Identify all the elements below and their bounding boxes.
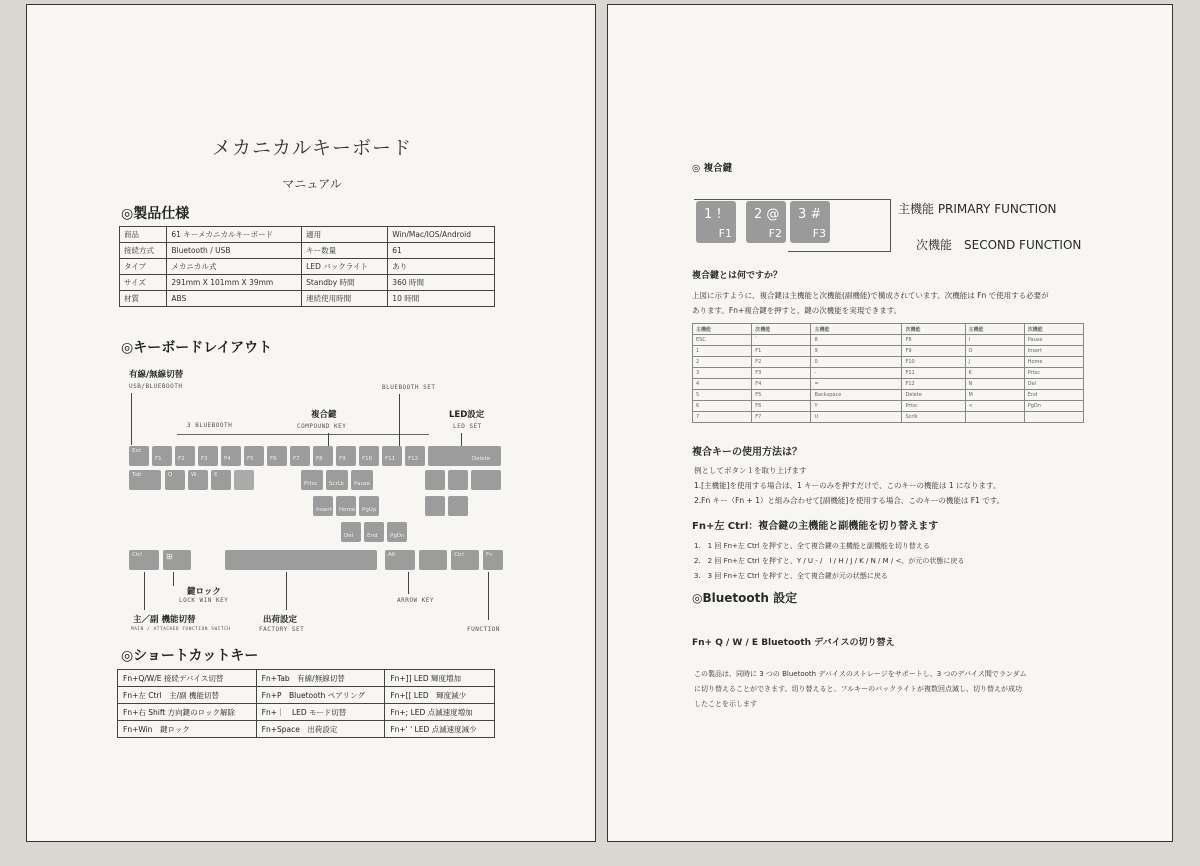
- connector-line: [328, 433, 329, 447]
- label-bt-set: BLUEBOOTH SET: [382, 384, 436, 391]
- bt-body: この製品は、同時に 3 つの Bluetooth デバイスのストレージをサポートし、3 つのデバイス間でランダム に切り替えることができます。切り替えると、フルキーのバックライトが複数回点滅し、切り替えが成功 したことを示します: [694, 670, 1027, 708]
- table-cell: F1: [752, 346, 811, 357]
- compound-key-1: 1 ! F1: [696, 201, 736, 243]
- table-cell: I: [965, 335, 1024, 346]
- table-cell: -: [811, 368, 902, 379]
- key-f12: F12: [405, 446, 425, 466]
- shortcut-row: [118, 670, 495, 687]
- shortcut-row: [118, 704, 495, 721]
- table-header-cell: 次機能: [1024, 324, 1083, 335]
- table-cell: M: [965, 390, 1024, 401]
- table-cell: 商品: [120, 227, 167, 243]
- bt-switch-title: Fn+ Q / W / E Bluetooth デバイスの切り替え: [692, 638, 895, 648]
- spec-table: [119, 226, 495, 307]
- table-cell: Fn+Q/W/E 接続デバイス切替: [118, 670, 257, 687]
- label-led-set: LED設定: [449, 410, 485, 420]
- key-tab: Tab: [129, 470, 161, 490]
- combo-row: [693, 390, 1084, 401]
- key-f7: F7: [290, 446, 310, 466]
- label-wired-wireless: 有線/無線切替: [129, 370, 184, 380]
- table-cell: 2: [693, 357, 752, 368]
- key-home: Home: [336, 496, 356, 516]
- key-prtsc: Prtsc: [301, 470, 323, 490]
- table-cell: Fn+｜ LED モード切替: [256, 704, 385, 721]
- spec-row: [120, 243, 495, 259]
- combo-row: [693, 412, 1084, 423]
- table-cell: PgDn: [1024, 401, 1083, 412]
- label-key-lock-sub: LOCK WIN KEY: [179, 597, 229, 604]
- label-led-set-sub: LED SET: [453, 423, 482, 430]
- second-function-label: 次機能 SECOND FUNCTION: [916, 238, 1082, 252]
- key-del: Del: [341, 522, 361, 542]
- connector-line: [144, 572, 145, 610]
- label-compound-sub: COMPOUND KEY: [297, 423, 347, 430]
- connector-line: [399, 394, 400, 446]
- table-cell: Fn+]] LED 輝度増加: [385, 670, 495, 687]
- table-cell: Fn+Space 出荷設定: [256, 721, 385, 738]
- ctrl-title: Fn+左 Ctrl：複合鍵の主機能と副機能を切り替えます: [692, 521, 939, 532]
- compound-key-3: 3 # F3: [790, 201, 830, 243]
- table-cell: 10 時間: [388, 291, 495, 307]
- label-compound: 複合鍵: [311, 410, 337, 420]
- table-cell: Prtsc: [902, 401, 965, 412]
- key-end: End: [364, 522, 384, 542]
- label-wired-wireless-sub: USB/BLUEBOOTH: [129, 383, 183, 390]
- shortcut-row: [118, 687, 495, 704]
- shortcut-heading: ◎ショートカットキー: [121, 648, 259, 664]
- key-pause: Pause: [351, 470, 373, 490]
- spec-row: [120, 259, 495, 275]
- key: [425, 496, 445, 516]
- combo-row: [693, 368, 1084, 379]
- table-cell: F8: [902, 335, 965, 346]
- manual-title: メカニカルキーボード: [211, 137, 412, 159]
- combo-table: [692, 323, 1084, 423]
- table-cell: Insert: [1024, 346, 1083, 357]
- table-cell: 4: [693, 379, 752, 390]
- table-cell: 360 時間: [388, 275, 495, 291]
- bracket-line: [694, 199, 890, 200]
- table-cell: サイズ: [120, 275, 167, 291]
- spec-row: [120, 227, 495, 243]
- key-ctrl: Ctrl: [129, 550, 159, 570]
- bracket-line: [788, 251, 891, 252]
- key-f8: F8: [313, 446, 333, 466]
- table-cell: F5: [752, 390, 811, 401]
- table-header-cell: 主機能: [965, 324, 1024, 335]
- key-ctrl-right: Ctrl: [451, 550, 479, 570]
- label-factory-sub: FACTORY SET: [259, 626, 305, 633]
- table-cell: [1024, 412, 1083, 423]
- table-cell: ESC: [693, 335, 752, 346]
- table-header-cell: 次機能: [902, 324, 965, 335]
- table-cell: F10: [902, 357, 965, 368]
- key-fn: Fn: [483, 550, 503, 570]
- table-cell: LED バックライト: [302, 259, 388, 275]
- table-cell: 連続使用時間: [302, 291, 388, 307]
- table-header-cell: 主機能: [811, 324, 902, 335]
- key-delete: Delete: [428, 446, 501, 466]
- key-q: Q: [165, 470, 185, 490]
- compound-key-2: 2 @ F2: [746, 201, 786, 243]
- table-cell: F9: [902, 346, 965, 357]
- connector-line: [461, 433, 462, 447]
- ctrl-body: 1. 1 回 Fn+左 Ctrl を押すと、全て複合鍵の主機能と副機能を切り替える 2. 2 回 Fn+左 Ctrl を押すと、Y / U - / I / H / J / K / N / M / <、が元の状態に戻る 3. 3 回 Fn+左 Ctrl を押すと、全て複合鍵が元の状態に戻る: [694, 542, 965, 580]
- table-cell: ABS: [167, 291, 302, 307]
- key: [471, 470, 501, 490]
- table-cell: Y: [811, 401, 902, 412]
- table-cell: Fn+Win 鍵ロック: [118, 721, 257, 738]
- key-f4: F4: [221, 446, 241, 466]
- table-cell: Win/Mac/IOS/Android: [388, 227, 495, 243]
- spec-row: [120, 275, 495, 291]
- key: [448, 496, 468, 516]
- table-cell: Scrlk: [902, 412, 965, 423]
- table-cell: Fn+左 Ctrl 主/副 機能切替: [118, 687, 257, 704]
- table-cell: メカニカル式: [167, 259, 302, 275]
- key-f3: F3: [198, 446, 218, 466]
- table-cell: U: [811, 412, 902, 423]
- key-f11: F11: [382, 446, 402, 466]
- table-cell: Fn+; LED 点滅速度増加: [385, 704, 495, 721]
- key: [234, 470, 254, 490]
- table-cell: 5: [693, 390, 752, 401]
- table-cell: End: [1024, 390, 1083, 401]
- shortcut-table: [117, 669, 495, 738]
- table-cell: F4: [752, 379, 811, 390]
- table-header-cell: 主機能: [693, 324, 752, 335]
- connector-line: [177, 434, 429, 435]
- connector-line: [488, 572, 489, 620]
- table-cell: Fn+右 Shift 方向鍵のロック解除: [118, 704, 257, 721]
- table-cell: Prtsc: [1024, 368, 1083, 379]
- table-cell: タイプ: [120, 259, 167, 275]
- spec-row: [120, 291, 495, 307]
- key-alt: Alt: [385, 550, 415, 570]
- layout-heading: ◎キーボードレイアウト: [121, 340, 273, 356]
- table-cell: F11: [902, 368, 965, 379]
- what-title: 複合鍵とは何ですか？: [692, 271, 783, 281]
- table-cell: あり: [388, 259, 495, 275]
- connector-line: [173, 572, 174, 586]
- table-cell: 8: [811, 335, 902, 346]
- what-body: 上図に示すように、複合鍵は主機能と次機能(副機能)で構成されています。次機能は Fn で使用する必要が あります。Fn+複合鍵を押すと、鍵の次機能を実現できます。: [692, 291, 1049, 315]
- key: [419, 550, 447, 570]
- table-cell: 適用: [302, 227, 388, 243]
- table-header-cell: 次機能: [752, 324, 811, 335]
- key-f1: F1: [152, 446, 172, 466]
- bt-heading: ◎Bluetooth 設定: [692, 591, 798, 605]
- combo-row: [693, 357, 1084, 368]
- table-cell: Fn+P Bluetooth ペアリング: [256, 687, 385, 704]
- table-cell: Pause: [1024, 335, 1083, 346]
- spec-heading: ◎製品仕様: [121, 206, 190, 222]
- table-cell: 接続方式: [120, 243, 167, 259]
- label-function: FUNCTION: [467, 626, 500, 633]
- table-cell: <: [965, 401, 1024, 412]
- label-bt3: 3 BLUEBOOTH: [187, 422, 233, 429]
- table-cell: Backspace: [811, 390, 902, 401]
- usage-title: 複合キーの使用方法は？: [692, 447, 802, 458]
- manual-subtitle: マニュアル: [282, 177, 342, 191]
- key-pgup: PgUp: [359, 496, 379, 516]
- table-cell: F2: [752, 357, 811, 368]
- table-cell: F12: [902, 379, 965, 390]
- table-cell: Fn+' ' LED 点滅速度減少: [385, 721, 495, 738]
- table-cell: Fn+Tab 有線/無線切替: [256, 670, 385, 687]
- bracket-line: [890, 199, 891, 251]
- table-cell: 0: [811, 357, 902, 368]
- combo-row: [693, 379, 1084, 390]
- key-win: ⊞: [163, 550, 191, 570]
- key-f2: F2: [175, 446, 195, 466]
- table-cell: 材質: [120, 291, 167, 307]
- table-cell: 61: [388, 243, 495, 259]
- shortcut-row: [118, 721, 495, 738]
- table-cell: 3: [693, 368, 752, 379]
- key-w: W: [188, 470, 208, 490]
- key: [425, 470, 445, 490]
- compound-heading: ◎ 複合鍵: [692, 163, 733, 174]
- label-main-sub-switch-sub: MAIN / ATTACHED FUNCTION SWITCH: [131, 627, 231, 632]
- connector-line: [408, 572, 409, 594]
- table-cell: キー数量: [302, 243, 388, 259]
- combo-header-row: [693, 324, 1084, 335]
- usage-body: 例としてボタン１を取り上げます 1.[主機能]を使用する場合は、1 キーのみを押すだけで、このキーの機能は 1 になります。 2.Fn キー（Fn + 1）と組み合わせて[副機能]を使用する場合、このキーの機能は F1 です。: [694, 466, 1005, 505]
- key-f6: F6: [267, 446, 287, 466]
- table-cell: [965, 412, 1024, 423]
- key-f10: F10: [359, 446, 379, 466]
- key-space: [225, 550, 377, 570]
- key-scrlk: ScrLk: [326, 470, 348, 490]
- table-cell: Fn+[[ LED 輝度減少: [385, 687, 495, 704]
- key-pgdn: PgDn: [387, 522, 407, 542]
- table-cell: 6: [693, 401, 752, 412]
- label-arrow: ARROW KEY: [397, 597, 435, 604]
- table-cell: O: [965, 346, 1024, 357]
- primary-function-label: 主機能 PRIMARY FUNCTION: [898, 202, 1057, 216]
- label-main-sub-switch: 主／副 機能切替: [133, 615, 196, 625]
- table-cell: 61 キーメカニカルキーボード: [167, 227, 302, 243]
- table-cell: N: [965, 379, 1024, 390]
- table-cell: K: [965, 368, 1024, 379]
- key-e: E: [211, 470, 231, 490]
- table-cell: F7: [752, 412, 811, 423]
- key-insert: Insert: [313, 496, 333, 516]
- key-f9: F9: [336, 446, 356, 466]
- connector-line: [286, 572, 287, 610]
- table-cell: Standby 時間: [302, 275, 388, 291]
- table-cell: 7: [693, 412, 752, 423]
- combo-row: [693, 401, 1084, 412]
- key-esc: Esc: [129, 446, 149, 466]
- table-cell: Home: [1024, 357, 1083, 368]
- table-cell: Delete: [902, 390, 965, 401]
- label-key-lock: 鍵ロック: [187, 587, 221, 597]
- label-factory: 出荷設定: [263, 615, 298, 625]
- connector-line: [131, 393, 132, 445]
- table-cell: =: [811, 379, 902, 390]
- keyboard-diagram: [129, 446, 509, 574]
- table-cell: Bluetooth / USB: [167, 243, 302, 259]
- table-cell: 1: [693, 346, 752, 357]
- key-f5: F5: [244, 446, 264, 466]
- table-cell: 291mm X 101mm X 39mm: [167, 275, 302, 291]
- table-cell: F3: [752, 368, 811, 379]
- right-page: [607, 4, 1173, 842]
- key: [448, 470, 468, 490]
- table-cell: `: [752, 335, 811, 346]
- combo-row: [693, 346, 1084, 357]
- left-page: [26, 4, 596, 842]
- table-cell: 9: [811, 346, 902, 357]
- table-cell: J: [965, 357, 1024, 368]
- table-cell: F6: [752, 401, 811, 412]
- table-cell: Del: [1024, 379, 1083, 390]
- combo-row: [693, 335, 1084, 346]
